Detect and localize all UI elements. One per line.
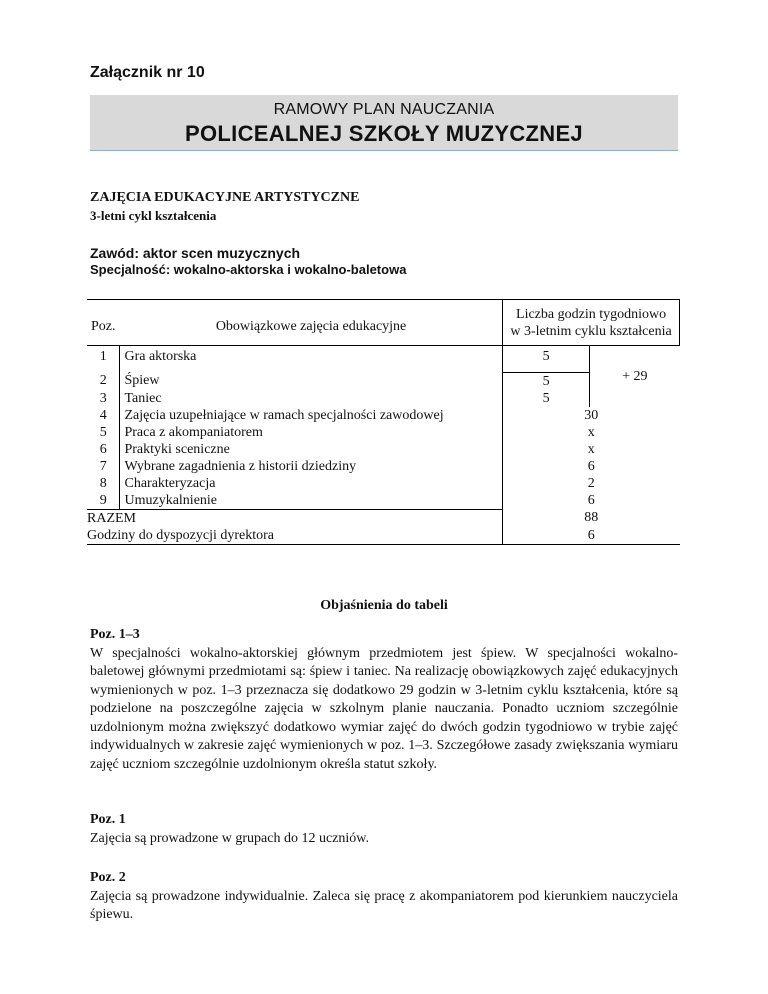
row-number: 6 — [87, 441, 120, 458]
row-hours: x — [503, 424, 680, 441]
section-heading: Poz. 1 — [90, 812, 126, 827]
table-row — [87, 475, 680, 492]
row-number: 1 — [87, 346, 120, 373]
total-value: 88 — [503, 509, 680, 527]
attachment-label: Załącznik nr 10 — [90, 64, 205, 81]
banner-subtitle: RAMOWY PLAN NAUCZANIA — [273, 101, 495, 118]
header-subjects: Obowiązkowe zajęcia edukacyjne — [120, 300, 503, 346]
table-row — [87, 492, 680, 510]
table-row — [87, 424, 680, 441]
explanation-section — [90, 626, 678, 774]
row-number: 8 — [87, 475, 120, 492]
row-hours: x — [503, 441, 680, 458]
director-value: 6 — [503, 527, 680, 545]
title-banner — [90, 95, 678, 151]
row-subject: Gra aktorska — [124, 349, 197, 364]
explanation-section — [90, 869, 678, 925]
banner-title: POLICEALNEJ SZKOŁY MUZYCZNEJ — [185, 121, 583, 146]
total-row — [87, 509, 680, 527]
row-hours: 2 — [503, 475, 680, 492]
row-subject: Charakteryzacja — [124, 475, 216, 491]
extra-hours: + 29 — [622, 368, 648, 384]
director-hours-row — [87, 527, 680, 545]
row-number: 3 — [87, 390, 120, 407]
row-subject: Praca z akompaniatorem — [124, 424, 263, 440]
specialty-label: Specjalność: wokalno-aktorska i wokalno-baletowa — [90, 262, 407, 277]
table-row — [87, 458, 680, 475]
row-number: 2 — [87, 372, 120, 390]
section-category: ZAJĘCIA EDUKACYJNE ARTYSTYCZNE — [90, 190, 360, 205]
row-hours: 6 — [503, 492, 680, 510]
header-hours-line2: w 3-letnim cyklu kształcenia — [510, 323, 672, 339]
row-subject: Śpiew — [124, 373, 160, 388]
row-subject: Praktyki sceniczne — [124, 441, 230, 457]
header-pos: Poz. — [87, 300, 120, 346]
row-number: 9 — [87, 492, 120, 510]
profession-label: Zawód: aktor scen muzycznych — [90, 245, 301, 261]
row-hours: 5 — [503, 390, 590, 407]
row-subject: Wybrane zagadnienia z historii dziedziny — [124, 458, 357, 474]
row-hours: 30 — [503, 407, 680, 424]
table-row — [87, 346, 680, 373]
table-row — [87, 407, 680, 424]
director-label: Godziny do dyspozycji dyrektora — [87, 527, 503, 545]
explanations-title: Objaśnienia do tabeli — [320, 598, 448, 613]
section-text: Zajęcia są prowadzone indywidualnie. Zaleca się pracę z akompaniatorem pod kierunkiem nauczyciela śpiewu. — [90, 888, 678, 922]
header-hours-line1: Liczba godzin tygodniowo — [516, 306, 667, 322]
row-subject: Zajęcia uzupełniające w ramach specjalności zawodowej — [124, 407, 444, 423]
cycle-label: 3-letni cykl kształcenia — [90, 208, 217, 223]
row-number: 5 — [87, 424, 120, 441]
section-text: W specjalności wokalno-aktorskiej głównym przedmiotem jest śpiew. W specjalności wokalno-baletowej głównymi przedmiotami są: śpiew i taniec. Na realizację obowiązkowych zajęć edukacyjnych wymienionych w poz. 1–3 przeznacza się dodatkowo 29 godzin w 3-letnim cyklu kształcenia, które są podzielone na poszczególne zajęcia w szkolnym planie nauczania. Ponadto uczniom szczególnie uzdolnionym można zwiększyć dodatkowo wymiar zajęć do dwóch godzin tygodniowo w trybie zajęć indywidualnych w zakresie zajęć wymienionych w poz. 1–3. Szczegółowe zasady zwiększania wymiaru zajęć uczniom szczególnie uzdolnionym określa statut szkoły. — [90, 645, 678, 772]
row-hours: 6 — [503, 458, 680, 475]
row-hours: 5 — [503, 372, 590, 390]
header-hours — [503, 300, 680, 346]
teaching-plan-table — [87, 299, 680, 545]
row-subject: Taniec — [124, 390, 162, 406]
row-hours: 5 — [503, 346, 590, 373]
explanation-section — [90, 811, 678, 848]
row-number: 4 — [87, 407, 120, 424]
section-text: Zajęcia są prowadzone w grupach do 12 uczniów. — [90, 830, 369, 846]
row-subject: Umuzykalnienie — [120, 492, 503, 510]
section-heading: Poz. 1–3 — [90, 627, 140, 642]
section-heading: Poz. 2 — [90, 870, 126, 885]
table-row — [87, 441, 680, 458]
row-number: 7 — [87, 458, 120, 475]
total-label: RAZEM — [87, 510, 136, 526]
table-header-row — [87, 300, 680, 346]
